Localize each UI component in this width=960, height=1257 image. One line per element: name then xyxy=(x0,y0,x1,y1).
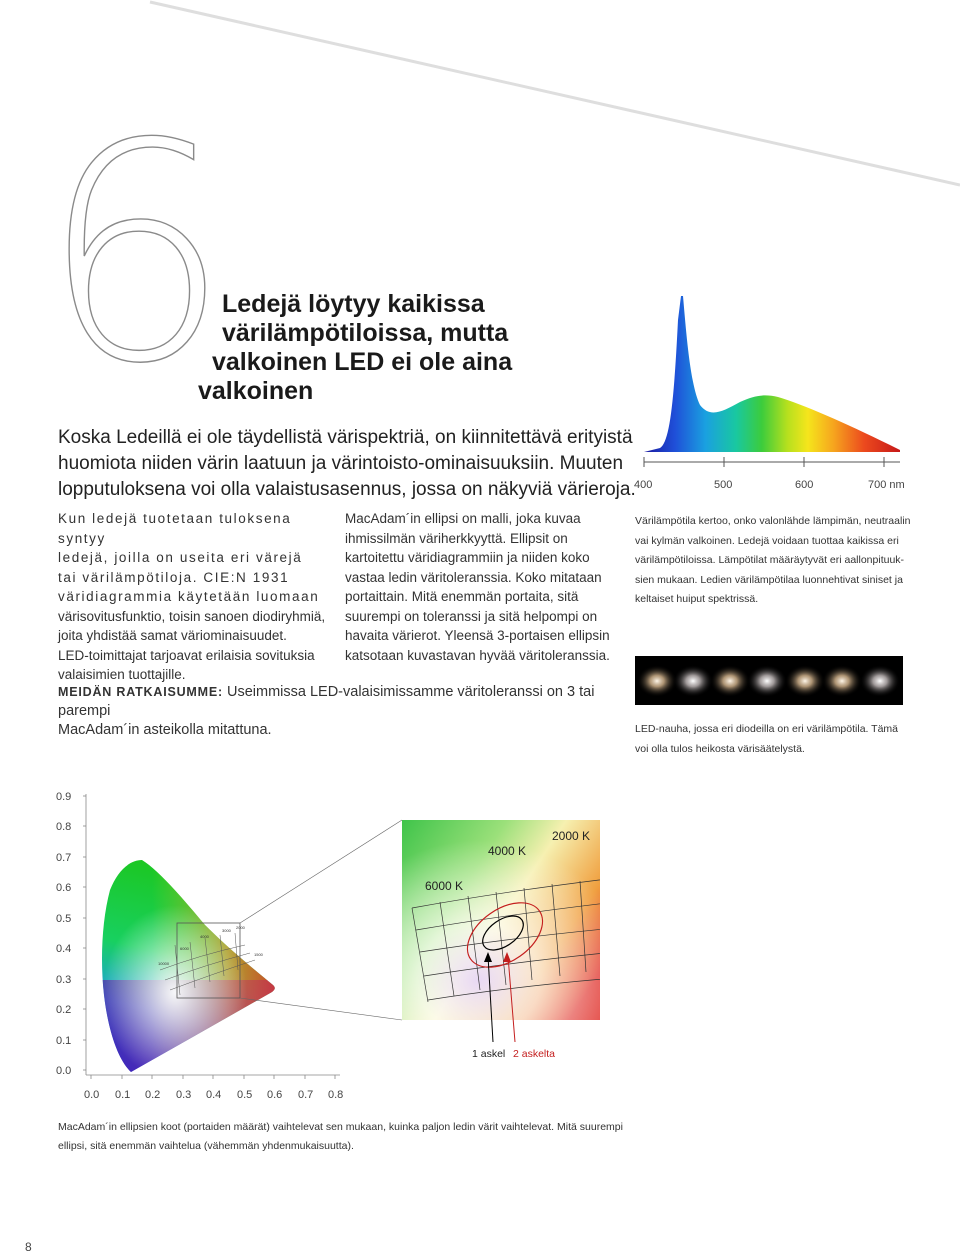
temp-label-small: 10000 xyxy=(158,961,170,966)
temp-label: 6000 K xyxy=(425,879,464,893)
y-tick-label: 0.2 xyxy=(56,1004,72,1016)
text-line: ledejä, joilla on useita eri värejä xyxy=(58,550,303,565)
our-solution-statement xyxy=(58,683,628,740)
caption-line: vai kylmän valkoinen. Ledejä voidaan tuottaa kaikissa eri xyxy=(635,534,899,547)
temp-label: 2000 K xyxy=(552,829,591,843)
legend-one-step: 1 askel xyxy=(472,1048,506,1060)
y-axis-ticks xyxy=(83,796,86,1070)
zoom-connector xyxy=(240,998,402,1020)
spectrum-caption xyxy=(635,512,945,610)
x-tick-label: 0.2 xyxy=(145,1089,161,1101)
text-line: tai värilämpötiloja. CIE:N 1931 xyxy=(58,569,290,585)
temp-label-small: 2000 xyxy=(236,925,245,930)
y-tick-label: 0.4 xyxy=(56,943,72,955)
solution-text: MacAdam´in asteikolla mitattuna. xyxy=(58,722,272,738)
text-line: LED-toimittajat tarjoavat erilaisia sovituksia xyxy=(58,647,315,663)
intro-line: lopputuloksena voi olla valaistusasennus, jossa on näkyviä värieroja. xyxy=(58,479,636,500)
text-line: väridiagrammia käytetään luomaan xyxy=(58,589,320,604)
x-tick-label: 0.8 xyxy=(328,1089,344,1101)
caption-line: keltaiset huiput spektrissä. xyxy=(635,593,759,605)
temp-label: 4000 K xyxy=(488,844,527,858)
caption-line: Värilämpötila kertoo, onko valonlähde lämpimän, neutraalin xyxy=(635,515,911,527)
y-tick-label: 0.8 xyxy=(56,821,72,833)
x-tick-label: 0.7 xyxy=(298,1089,314,1101)
y-tick-label: 0.1 xyxy=(56,1035,72,1047)
y-tick-label: 0.5 xyxy=(56,913,72,925)
y-tick-label: 0.6 xyxy=(56,882,72,894)
text-line: joita yhdistää samat väriominaisuudet. xyxy=(58,628,287,643)
intro-line: huomiota niiden värin laatuun ja värintoisto-ominaisuuksiin. Muuten xyxy=(58,453,624,474)
title-line: valkoinen xyxy=(198,377,314,405)
text-line: katsotaan kuvastavan hyvää väritoleranssia. xyxy=(345,647,610,663)
y-tick-label: 0.3 xyxy=(56,974,72,986)
page-number: 8 xyxy=(25,1240,32,1254)
solution-label: MEIDÄN RATKAISUMME: xyxy=(58,685,223,699)
zoom-connector xyxy=(240,820,402,923)
text-line: värisovitusfunktio, toisin sanoen diodiryhmiä, xyxy=(58,608,326,624)
x-tick-label: 0.1 xyxy=(115,1089,131,1101)
led-strip-glows xyxy=(635,656,903,705)
y-tick-label: 0.7 xyxy=(56,852,72,864)
column-2-text xyxy=(345,509,625,665)
caption-line: värilämpötiloissa. Lämpötilat määräytyvät eri aallonpituuk- xyxy=(635,554,905,566)
title-line: valkoinen LED ei ole aina xyxy=(212,348,513,376)
temp-label-small: 1500 xyxy=(254,952,263,957)
cie-1931-diagram xyxy=(40,780,600,1110)
solution-text: Useimmissa LED-valaisimissamme väritoleranssi on 3 tai parempi xyxy=(58,684,595,719)
caption-line: LED-nauha, jossa eri diodeilla on eri värilämpötila. Tämä xyxy=(635,723,899,735)
y-tick-label: 0.9 xyxy=(56,791,72,803)
spectrum-tick-label: 600 xyxy=(795,479,814,491)
diagram-caption xyxy=(58,1118,638,1156)
led-spectrum-chart xyxy=(630,290,910,500)
text-line: vastaa ledin väritoleranssia. Koko mitataan xyxy=(345,569,602,585)
column-1-text xyxy=(58,509,338,685)
spectrum-curve xyxy=(644,296,900,452)
text-line: MacAdam´in ellipsi on malli, joka kuvaa xyxy=(345,511,581,526)
intro-paragraph xyxy=(58,425,638,503)
spectrum-tick-label: 500 xyxy=(714,479,733,491)
text-line: suurempi on toleranssi ja sitä helpompi on xyxy=(345,608,598,624)
spectrum-tick-label: 400 xyxy=(634,479,653,491)
caption-line: sien mukaan. Ledien värilämpötilaa luonnehtivat siniset ja xyxy=(635,573,903,586)
text-line: kartoitettu väridiagrammiin ja niiden koko xyxy=(345,550,590,565)
temp-label-small: 3000 xyxy=(222,928,231,933)
text-line: havaita värierot. Yleensä 3-portaisen ellipsin xyxy=(345,628,610,643)
temp-label-small: 6000 xyxy=(180,946,189,951)
x-tick-label: 0.4 xyxy=(206,1089,222,1101)
x-tick-label: 0.6 xyxy=(267,1089,283,1101)
text-line: portaittain. Mitä enemmän portaita, sitä xyxy=(345,589,579,604)
chapter-number: 6 xyxy=(40,80,231,429)
caption-line: voi olla tulos heikosta värisäätelystä. xyxy=(635,742,805,755)
y-tick-label: 0.0 xyxy=(56,1065,72,1077)
page-title xyxy=(200,290,580,406)
text-line: valaisimien tuottajille. xyxy=(58,667,186,682)
title-line: värilämpötiloissa, mutta xyxy=(222,319,509,347)
title-line: Ledejä löytyy kaikissa xyxy=(222,290,485,318)
temp-label-small: 4000 xyxy=(200,934,209,939)
spectrum-tick-label: 700 nm xyxy=(868,479,905,491)
caption-line: ellipsi, sitä enemmän vaihtelua (vähemmän yhdenmukaisuutta). xyxy=(58,1140,354,1152)
x-axis-ticks xyxy=(91,1075,335,1079)
caption-line: MacAdam´in ellipsien koot (portaiden määrät) vaihtelevat sen mukaan, kuinka paljon ledin värit vaihtelevat. Mitä suurempi xyxy=(58,1121,623,1133)
chromaticity-horseshoe xyxy=(95,850,285,1080)
text-line: Kun ledejä tuotetaan tuloksena syntyy xyxy=(58,511,292,546)
led-strip-image xyxy=(635,656,903,705)
x-tick-label: 0.0 xyxy=(84,1089,100,1101)
x-tick-label: 0.3 xyxy=(176,1089,192,1101)
text-line: ihmissilmän väriherkkyyttä. Ellipsit on xyxy=(345,530,568,546)
intro-line: Koska Ledeillä ei ole täydellistä värispektriä, on kiinnitettävä erityistä xyxy=(58,427,633,448)
led-strip-caption xyxy=(635,720,945,759)
legend-two-steps: 2 askelta xyxy=(513,1048,556,1060)
x-tick-label: 0.5 xyxy=(237,1089,253,1101)
